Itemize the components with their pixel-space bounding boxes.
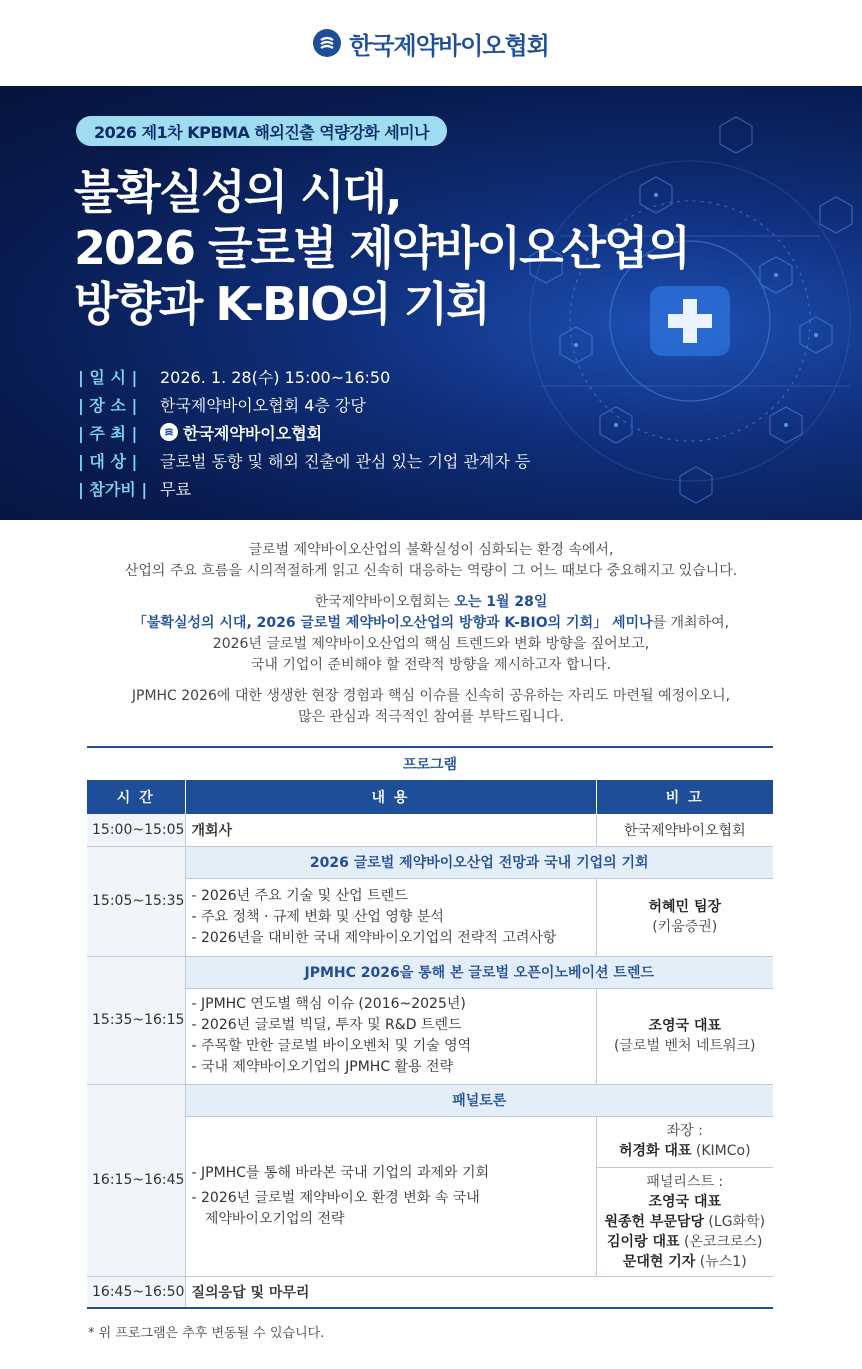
info-label: | 대 상 | xyxy=(78,451,138,471)
seminar-label-pill: 2026 제1차 KPBMA 해외진출 역량강화 세미나 xyxy=(76,116,447,146)
header-note: 비 고 xyxy=(596,780,773,814)
time-cell: 15:35~16:15 xyxy=(87,956,185,1084)
speaker-name: 허혜민 팀장 xyxy=(648,899,721,915)
info-label: | 주 최 | xyxy=(78,423,138,443)
speaker-affiliation: (키움증권) xyxy=(652,919,718,935)
title-line-1: 불확실성의 시대, xyxy=(74,165,401,219)
time-cell: 15:00~15:05 xyxy=(87,814,185,846)
table-row-session1-title xyxy=(87,846,773,878)
panelist xyxy=(597,1212,774,1232)
title-line-3: 방향과 K-BIO의 기회 xyxy=(74,277,489,331)
intro-text-span: 를 개최하여, xyxy=(652,615,730,631)
org-name: 한국제약바이오협회 xyxy=(349,31,549,60)
info-value: 무료 xyxy=(160,479,191,499)
list-item: - 국내 제약바이오기업의 JPMHC 활용 전략 xyxy=(191,1059,454,1075)
list-item: - 2026년을 대비한 국내 제약바이오기업의 전략적 고려사항 xyxy=(191,929,557,946)
speaker-affiliation: (글로벌 벤처 네트워크) xyxy=(613,1038,756,1054)
panelist-org: (온코크로스) xyxy=(679,1233,763,1250)
intro-line: 2026년 글로벌 제약바이오산업의 핵심 트렌드와 변화 방향을 짚어보고, xyxy=(212,636,650,652)
list-item: 제약바이오기업의 전략 xyxy=(191,1210,345,1227)
info-value: 글로벌 동향 및 해외 진출에 관심 있는 기업 관계자 등 xyxy=(160,451,531,471)
chair-label: 좌장 : xyxy=(666,1122,703,1139)
time-cell: 16:45~16:50 xyxy=(87,1276,185,1308)
event-info-list xyxy=(78,362,530,502)
session-title: 패널토론 xyxy=(185,1084,773,1116)
info-label: | 일 시 | xyxy=(78,367,138,387)
program-table xyxy=(87,780,773,1309)
title-line-2: 2026 글로벌 제약바이오산업의 xyxy=(74,221,689,275)
speaker-name: 조영국 대표 xyxy=(648,1018,721,1034)
intro-line xyxy=(0,592,862,613)
note-cell: 한국제약바이오협회 xyxy=(596,814,773,846)
panelist-name: 조영국 대표 xyxy=(648,1193,721,1210)
list-item: - JPMHC 연도별 핵심 이슈 (2016~2025년) xyxy=(191,996,466,1012)
speaker-cell xyxy=(596,878,773,956)
chair-org: (KIMCo) xyxy=(691,1142,751,1159)
host-name: 한국제약바이오협회 xyxy=(183,423,323,443)
info-value: 한국제약바이오협회 4층 강당 xyxy=(160,395,366,415)
header-content: 내 용 xyxy=(185,780,596,814)
intro-line: 글로벌 제약바이오산업의 불확실성이 심화되는 환경 속에서, xyxy=(248,542,614,558)
table-row-opening xyxy=(87,814,773,846)
table-row-session1-body xyxy=(87,878,773,956)
panel-speakers-cell xyxy=(596,1116,773,1276)
info-row-host xyxy=(78,418,530,446)
panelist-org: (뉴스1) xyxy=(695,1253,747,1270)
session-title: JPMHC 2026을 통해 본 글로벌 오픈이노베이션 트렌드 xyxy=(185,956,773,988)
chair-name: 허경화 대표 xyxy=(618,1142,692,1159)
panelist xyxy=(597,1192,774,1212)
panelist-name: 원종헌 부문담당 xyxy=(604,1213,704,1230)
info-row-target xyxy=(78,446,530,474)
intro-line xyxy=(0,613,862,634)
time-cell: 15:05~15:35 xyxy=(87,846,185,956)
list-item: - 2026년 글로벌 빅딜, 투자 및 R&D 트렌드 xyxy=(191,1017,462,1033)
intro-text xyxy=(0,540,862,728)
intro-highlight-date: 오는 1월 28일 xyxy=(454,594,548,610)
panelists-block xyxy=(597,1168,774,1276)
panelist-name: 문대현 기자 xyxy=(622,1253,696,1270)
info-value-host xyxy=(160,421,322,444)
header-time: 시 간 xyxy=(87,780,185,814)
kpbma-logo-icon xyxy=(160,423,178,441)
chair-block xyxy=(597,1117,774,1168)
info-value: 2026. 1. 28(수) 15:00~16:50 xyxy=(160,367,391,387)
kpbma-logo-icon xyxy=(313,29,341,57)
hero-banner xyxy=(0,86,862,520)
panelist-name: 김이랑 대표 xyxy=(607,1233,680,1250)
intro-line: 많은 관심과 적극적인 참여를 부탁드립니다. xyxy=(298,709,564,725)
intro-text-span: 한국제약바이오협회는 xyxy=(314,594,455,610)
panelist xyxy=(597,1232,774,1252)
table-row-panel-body xyxy=(87,1116,773,1276)
table-row-session2-body xyxy=(87,988,773,1084)
panelists-label: 패널리스트 : xyxy=(646,1173,724,1190)
content-cell: 개회사 xyxy=(185,814,596,846)
list-item: - 2026년 글로벌 제약바이오 환경 변화 속 국내 xyxy=(191,1189,480,1206)
seminar-title xyxy=(74,164,689,332)
info-row-venue xyxy=(78,390,530,418)
table-row-closing xyxy=(87,1276,773,1308)
table-row-panel-title xyxy=(87,1084,773,1116)
session-items xyxy=(185,1116,596,1276)
intro-line: 국내 기업이 준비해야 할 전략적 방향을 제시하고자 합니다. xyxy=(250,657,612,673)
program-title: 프로그램 xyxy=(87,746,773,780)
list-item: - 주목할 만한 글로벌 바이오벤처 및 기술 영역 xyxy=(191,1038,472,1054)
list-item: - 주요 정책 · 규제 변화 및 산업 영향 분석 xyxy=(191,908,444,925)
top-logo xyxy=(0,0,862,86)
list-item: - 2026년 주요 기술 및 산업 트렌드 xyxy=(191,887,408,904)
time-cell: 16:15~16:45 xyxy=(87,1084,185,1276)
intro-line: JPMHC 2026에 대한 생생한 현장 경험과 핵심 이슈를 신속히 공유하는 자리도 마련될 예정이오니, xyxy=(131,688,731,704)
list-item: - JPMHC를 통해 바라본 국내 기업의 과제와 기회 xyxy=(191,1164,490,1181)
panelist-org: (LG화학) xyxy=(703,1213,766,1230)
table-row-session2-title xyxy=(87,956,773,988)
program-table-section xyxy=(87,746,773,1309)
chair-line xyxy=(597,1141,774,1161)
speaker-cell xyxy=(596,988,773,1084)
content-cell: 질의응답 및 마무리 xyxy=(185,1276,773,1308)
info-label: | 참가비 | xyxy=(78,479,148,499)
footnote: * 위 프로그램은 추후 변동될 수 있습니다. xyxy=(88,1326,325,1341)
session-items xyxy=(185,878,596,956)
info-row-fee xyxy=(78,474,530,502)
session-items xyxy=(185,988,596,1084)
session-title: 2026 글로벌 제약바이오산업 전망과 국내 기업의 기회 xyxy=(185,846,773,878)
info-row-date xyxy=(78,362,530,390)
panelist xyxy=(597,1252,774,1272)
table-header-row xyxy=(87,780,773,814)
intro-line: 산업의 주요 흐름을 시의적절하게 읽고 신속히 대응하는 역량이 그 어느 때보다 중요해지고 있습니다. xyxy=(124,563,738,579)
info-label: | 장 소 | xyxy=(78,395,138,415)
intro-highlight-title: 「불확실성의 시대, 2026 글로벌 제약바이오산업의 방향과 K-BIO의 기회」 세미나 xyxy=(132,615,653,631)
